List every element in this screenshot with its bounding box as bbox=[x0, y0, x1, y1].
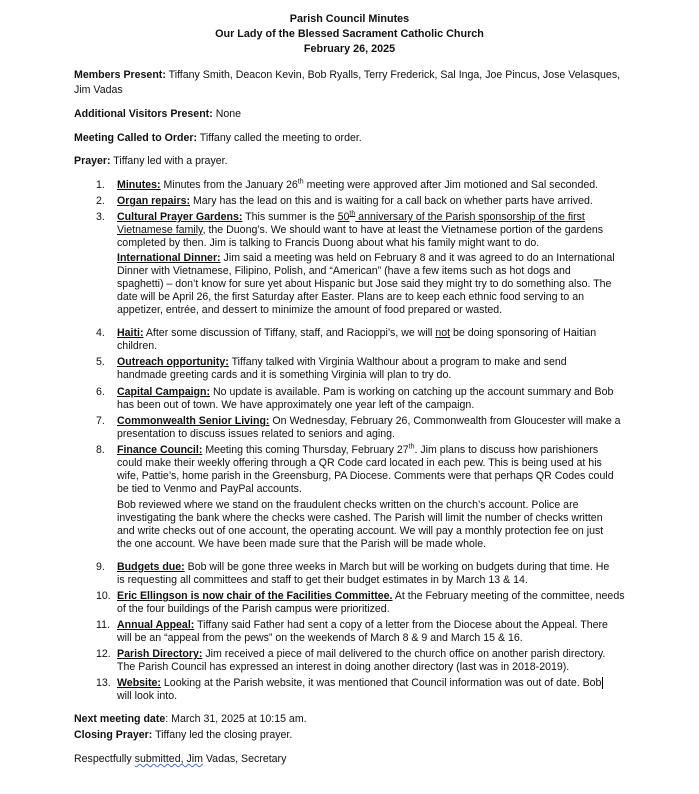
church-name: Our Lady of the Blessed Sacrament Catholic Church bbox=[215, 28, 484, 40]
item-text-2: The Parish Council has expressed an interest in doing another directory (last was in 2018-2019). bbox=[117, 661, 570, 673]
item-text-cont: meeting were approved after Jim motioned and Sal seconded. bbox=[303, 179, 599, 191]
doc-title: Parish Council Minutes bbox=[289, 13, 410, 25]
visitors-present bbox=[74, 108, 654, 121]
subitem-text-2: Dinner with Vietnamese, Filipino, Polish, and “American” (have a few items such as hot dogs and bbox=[117, 265, 571, 277]
item-title: Capital Campaign: bbox=[117, 386, 211, 398]
item-text-3: wife, Pattie’s, home parish in the Greensburg, PA Diocese. Comments were that perhaps QR Codes could bbox=[117, 470, 614, 482]
item-text-5: Bob reviewed where we stand on the fraudulent checks written on the church’s account. Police are bbox=[117, 499, 579, 511]
item-number: 5. bbox=[96, 356, 105, 368]
prayer-text: Tiffany led with a prayer. bbox=[113, 155, 228, 167]
closing-text: Tiffany led the closing prayer. bbox=[155, 729, 293, 741]
ordinal-suffix: th bbox=[297, 178, 304, 186]
item-number: 1. bbox=[96, 179, 105, 191]
signoff bbox=[74, 753, 654, 766]
visitors-label: Additional Visitors Present: bbox=[74, 108, 213, 120]
item-text: Jim received a piece of mail delivered to the church office on another parish directory. bbox=[205, 648, 606, 660]
closing-prayer bbox=[74, 729, 654, 742]
item-number: 12. bbox=[96, 648, 111, 660]
item-text-6: investigating the bank where the checks were cashed. The Parish will limit the number of checks written bbox=[117, 512, 603, 524]
item-title: Haiti: bbox=[117, 327, 144, 339]
item-text: Mary has the lead on this and is waiting for a call back on whether parts have arrived. bbox=[192, 195, 593, 207]
item-text: Tiffany talked with Virginia Walthour about a program to make and send bbox=[231, 356, 567, 368]
item-text-2: handmade greeting cards and it is something Virginia will plan to try do. bbox=[117, 369, 452, 381]
item-text: Minutes from the January 26 bbox=[163, 179, 298, 191]
item-title: Annual Appeal: bbox=[117, 619, 195, 631]
item-text-2: will look into. bbox=[117, 690, 178, 702]
item-title: Website: bbox=[117, 677, 161, 689]
ordinal-suffix: th bbox=[349, 210, 356, 218]
item-number: 10. bbox=[96, 590, 111, 602]
item-text: Tiffany said Father had sent a copy of a letter from the Diocese about the Appeal. There bbox=[197, 619, 608, 631]
item-number: 11. bbox=[96, 619, 110, 631]
item-number: 9. bbox=[96, 561, 105, 573]
subitem-text-3: spaghetti) – don’t know for sure yet about Hispanic but Jose said they might try to do something also. The bbox=[117, 278, 612, 290]
emphasis-not: not bbox=[435, 327, 451, 339]
prayer-label: Prayer: bbox=[74, 155, 111, 167]
signoff-text-cont: Vadas, Secretary bbox=[202, 753, 287, 765]
item-text-2: will be an “appeal from the pews” on the weekends of March 8 & 9 and March 15 & 16. bbox=[117, 632, 523, 644]
item-title: Cultural Prayer Gardens: bbox=[117, 211, 243, 223]
members-label: Members Present: bbox=[74, 69, 166, 81]
item-number: 8. bbox=[96, 444, 105, 456]
item-number: 6. bbox=[96, 386, 105, 398]
item-text: Bob will be gone three weeks in March but will be working on budgets during that time. He bbox=[187, 561, 610, 573]
item-text-2: presentation to discuss issues related to seniors and aging. bbox=[117, 428, 395, 440]
signoff-text: Respectfully bbox=[74, 753, 135, 765]
item-text: Looking at the Parish website, it was mentioned that Council information was out of date. Bob bbox=[163, 677, 602, 689]
subitem-text: Jim said a meeting was held on February 8 and it was agreed to do an International bbox=[223, 252, 615, 264]
next-meeting-text: : March 31, 2025 at 10:15 am. bbox=[165, 713, 307, 725]
item-title: Commonwealth Senior Living: bbox=[117, 415, 270, 427]
item-text-2: has been out of town. We have approximately one year left of the campaign. bbox=[117, 399, 475, 411]
item-text: Meeting this coming Thursday, February 27 bbox=[205, 444, 409, 456]
visitors-text: None bbox=[215, 108, 242, 120]
item-title: Eric Ellingson is now chair of the Facilities Committee. bbox=[117, 590, 393, 602]
item-text-7: and write checks out of one account, the operating account. We will pay a monthly protection fee on just bbox=[117, 525, 604, 537]
prayer bbox=[74, 155, 654, 168]
subitem-text-5: appetizer, entrée, and dessert to minimize the amount of food prepared or wasted. bbox=[117, 304, 503, 316]
anniversary-number: 50 bbox=[337, 211, 350, 223]
next-meeting-label: Next meeting date bbox=[74, 713, 166, 725]
item-title: Organ repairs: bbox=[117, 195, 191, 207]
item-text-3: completed by then. Jim is talking to Francis Duong about what his family might want to do. bbox=[117, 237, 540, 249]
members-present-cont: Jim Vadas bbox=[74, 84, 123, 96]
next-meeting bbox=[74, 713, 654, 726]
text-cursor bbox=[602, 677, 603, 689]
item-text-2: children. bbox=[117, 340, 158, 352]
item-title: Outreach opportunity: bbox=[117, 356, 229, 368]
subitem-title: International Dinner: bbox=[117, 252, 221, 264]
item-text-cont: be doing sponsoring of Haitian bbox=[450, 327, 597, 339]
item-title: Parish Directory: bbox=[117, 648, 203, 660]
called-text: Tiffany called the meeting to order. bbox=[199, 132, 362, 144]
item-number: 3. bbox=[96, 211, 105, 223]
members-list: Tiffany Smith, Deacon Kevin, Bob Ryalls, Terry Frederick, Sal Inga, Joe Pincus, Jose Velasques, bbox=[168, 69, 621, 81]
item-text: No update is available. Pam is working on catching up the account summary and Bob bbox=[212, 386, 614, 398]
item-number: 2. bbox=[96, 195, 105, 207]
item-text-8: the one account. We have been made sure that the Parish will be made whole. bbox=[117, 538, 487, 550]
family-name: Vietnamese family bbox=[117, 224, 203, 236]
spellcheck-flagged-text: submitted, Jim bbox=[134, 753, 203, 765]
item-title: Minutes: bbox=[117, 179, 161, 191]
members-present bbox=[74, 69, 654, 82]
item-text-cont: . Jim plans to discuss how parishioners bbox=[414, 444, 599, 456]
called-to-order bbox=[74, 132, 654, 145]
closing-label: Closing Prayer: bbox=[74, 729, 153, 741]
called-label: Meeting Called to Order: bbox=[74, 132, 198, 144]
ordinal-suffix: th bbox=[408, 443, 415, 451]
item-text: This summer is the bbox=[245, 211, 338, 223]
item-text-4: be tied to Venmo and PayPal accounts. bbox=[117, 483, 302, 495]
item-title: Finance Council: bbox=[117, 444, 203, 456]
meeting-date: February 26, 2025 bbox=[303, 43, 396, 55]
item-text: On Wednesday, February 26, Commonwealth from Gloucester will make a bbox=[272, 415, 621, 427]
item-title: Budgets due: bbox=[117, 561, 185, 573]
item-text-2: could make their weekly offering through a QR Code card located in each pew. This is being used at his bbox=[117, 457, 602, 469]
item-text-2: , the Duong’s. We should want to have at least the Vietnamese portion of the gardens bbox=[202, 224, 604, 236]
item-text: After some discussion of Tiffany, staff, and Racioppi’s, we will bbox=[145, 327, 436, 339]
item-number: 7. bbox=[96, 415, 105, 427]
item-number: 13. bbox=[96, 677, 111, 689]
subitem-text-4: date will be April 26, the first Saturday after Easter. Plans are to keep each ethnic food serving to an bbox=[117, 291, 584, 303]
item-number: 4. bbox=[96, 327, 105, 339]
item-text: At the February meeting of the committee, needs bbox=[394, 590, 625, 602]
anniversary-text: anniversary of the Parish sponsorship of the first bbox=[355, 211, 585, 223]
item-text-2: is requesting all committees and staff to get their budget estimates in by March 13 & 14. bbox=[117, 574, 528, 586]
item-text-2: of the four buildings of the Parish campus were prioritized. bbox=[117, 603, 390, 615]
